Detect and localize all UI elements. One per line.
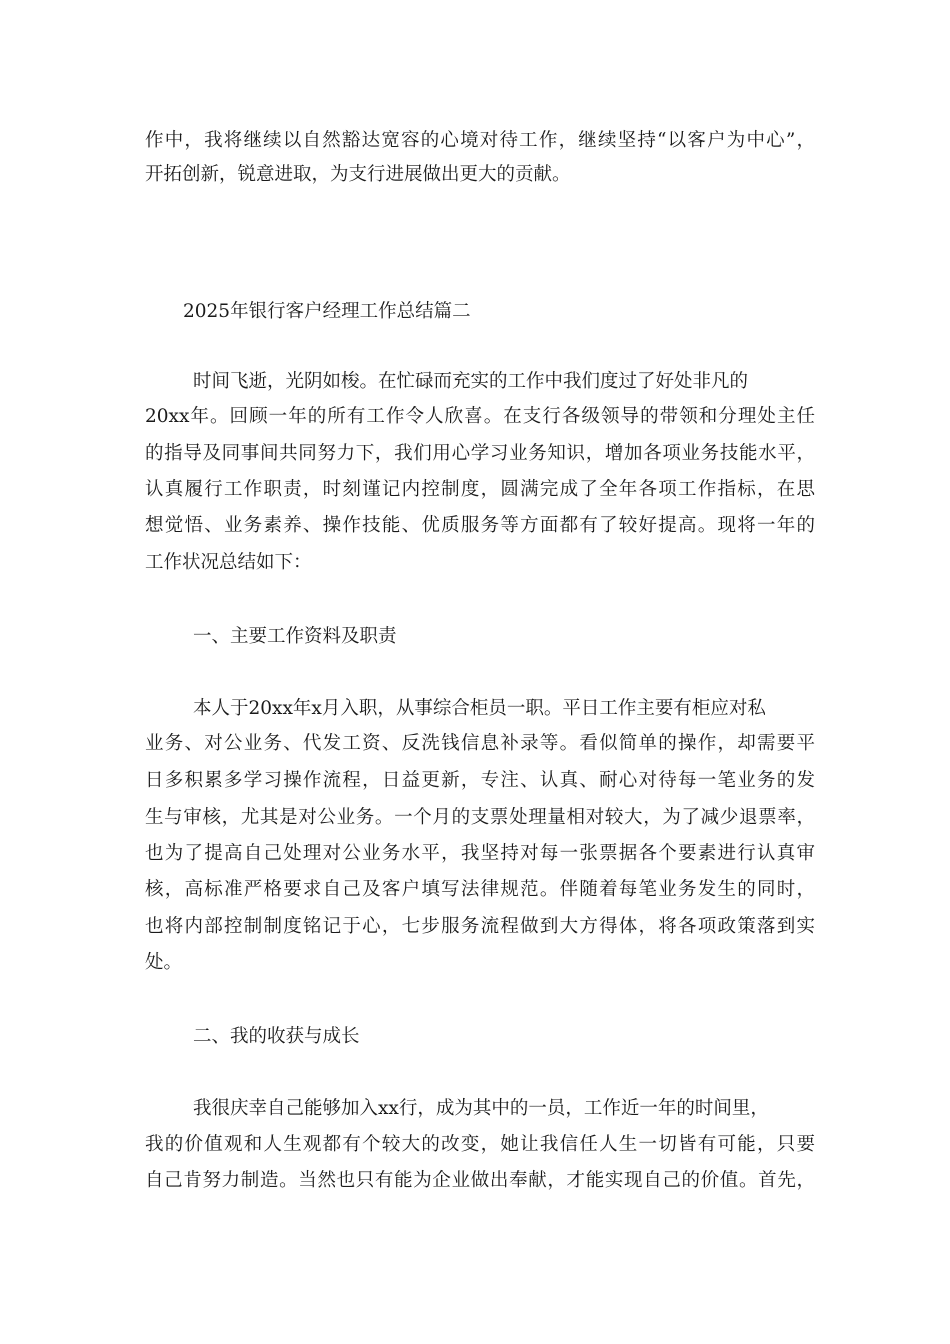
- paragraph-2-line-8: 处。: [145, 952, 183, 973]
- paragraph-1-line-6: 工作状况总结如下：: [145, 552, 312, 573]
- paragraph-3-line-3: 自己肯努力制造。当然也只有能为企业做出奉献，才能实现自己的价值。首先，: [145, 1170, 815, 1191]
- section-heading-1: 一、主要工作资料及职责: [193, 626, 397, 647]
- paragraph-2-line-2: 业务、对公业务、代发工资、反洗钱信息补录等。看似简单的操作，却需要平: [145, 733, 815, 754]
- paragraph-2-line-3: 日多积累多学习操作流程，日益更新，专注、认真、耐心对待每一笔业务的发: [145, 770, 815, 791]
- paragraph-2-line-1: 本人于20xx年x月入职，从事综合柜员一职。平日工作主要有柜应对私: [193, 698, 766, 719]
- paragraph-1-line-3: 的指导及同事间共同努力下，我们用心学习业务知识，增加各项业务技能水平，: [145, 443, 815, 464]
- section-heading-2: 二、我的收获与成长: [193, 1026, 360, 1047]
- document-title: 2025年银行客户经理工作总结篇二: [183, 301, 471, 322]
- paragraph-0-line-2: 开拓创新，锐意进取，为支行进展做出更大的贡献。: [145, 164, 571, 185]
- paragraph-2-line-7: 也将内部控制制度铭记于心，七步服务流程做到大方得体，将各项政策落到实: [145, 916, 815, 937]
- paragraph-2-line-6: 核，高标准严格要求自己及客户填写法律规范。伴随着每笔业务发生的同时，: [145, 879, 815, 900]
- paragraph-3-line-2: 我的价值观和人生观都有个较大的改变，她让我信任人生一切皆有可能，只要: [145, 1134, 815, 1155]
- paragraph-2-line-5: 也为了提高自己处理对公业务水平，我坚持对每一张票据各个要素进行认真审: [145, 843, 815, 864]
- paragraph-2-line-4: 生与审核，尤其是对公业务。一个月的支票处理量相对较大，为了减少退票率，: [145, 807, 815, 828]
- paragraph-1-line-4: 认真履行工作职责，时刻谨记内控制度，圆满完成了全年各项工作指标，在思: [145, 479, 815, 500]
- paragraph-1-line-2: 20xx年。回顾一年的所有工作令人欣喜。在支行各级领导的带领和分理处主任: [145, 406, 815, 427]
- paragraph-1-line-5: 想觉悟、业务素养、操作技能、优质服务等方面都有了较好提高。现将一年的: [145, 515, 815, 536]
- paragraph-0-line-1: 作中，我将继续以自然豁达宽容的心境对待工作，继续坚持“以客户为中心”，: [145, 130, 815, 151]
- paragraph-1-line-1: 时间飞逝，光阴如梭。在忙碌而充实的工作中我们度过了好处非凡的: [193, 371, 749, 392]
- paragraph-3-line-1: 我很庆幸自己能够加入xx行，成为其中的一员，工作近一年的时间里，: [193, 1098, 769, 1119]
